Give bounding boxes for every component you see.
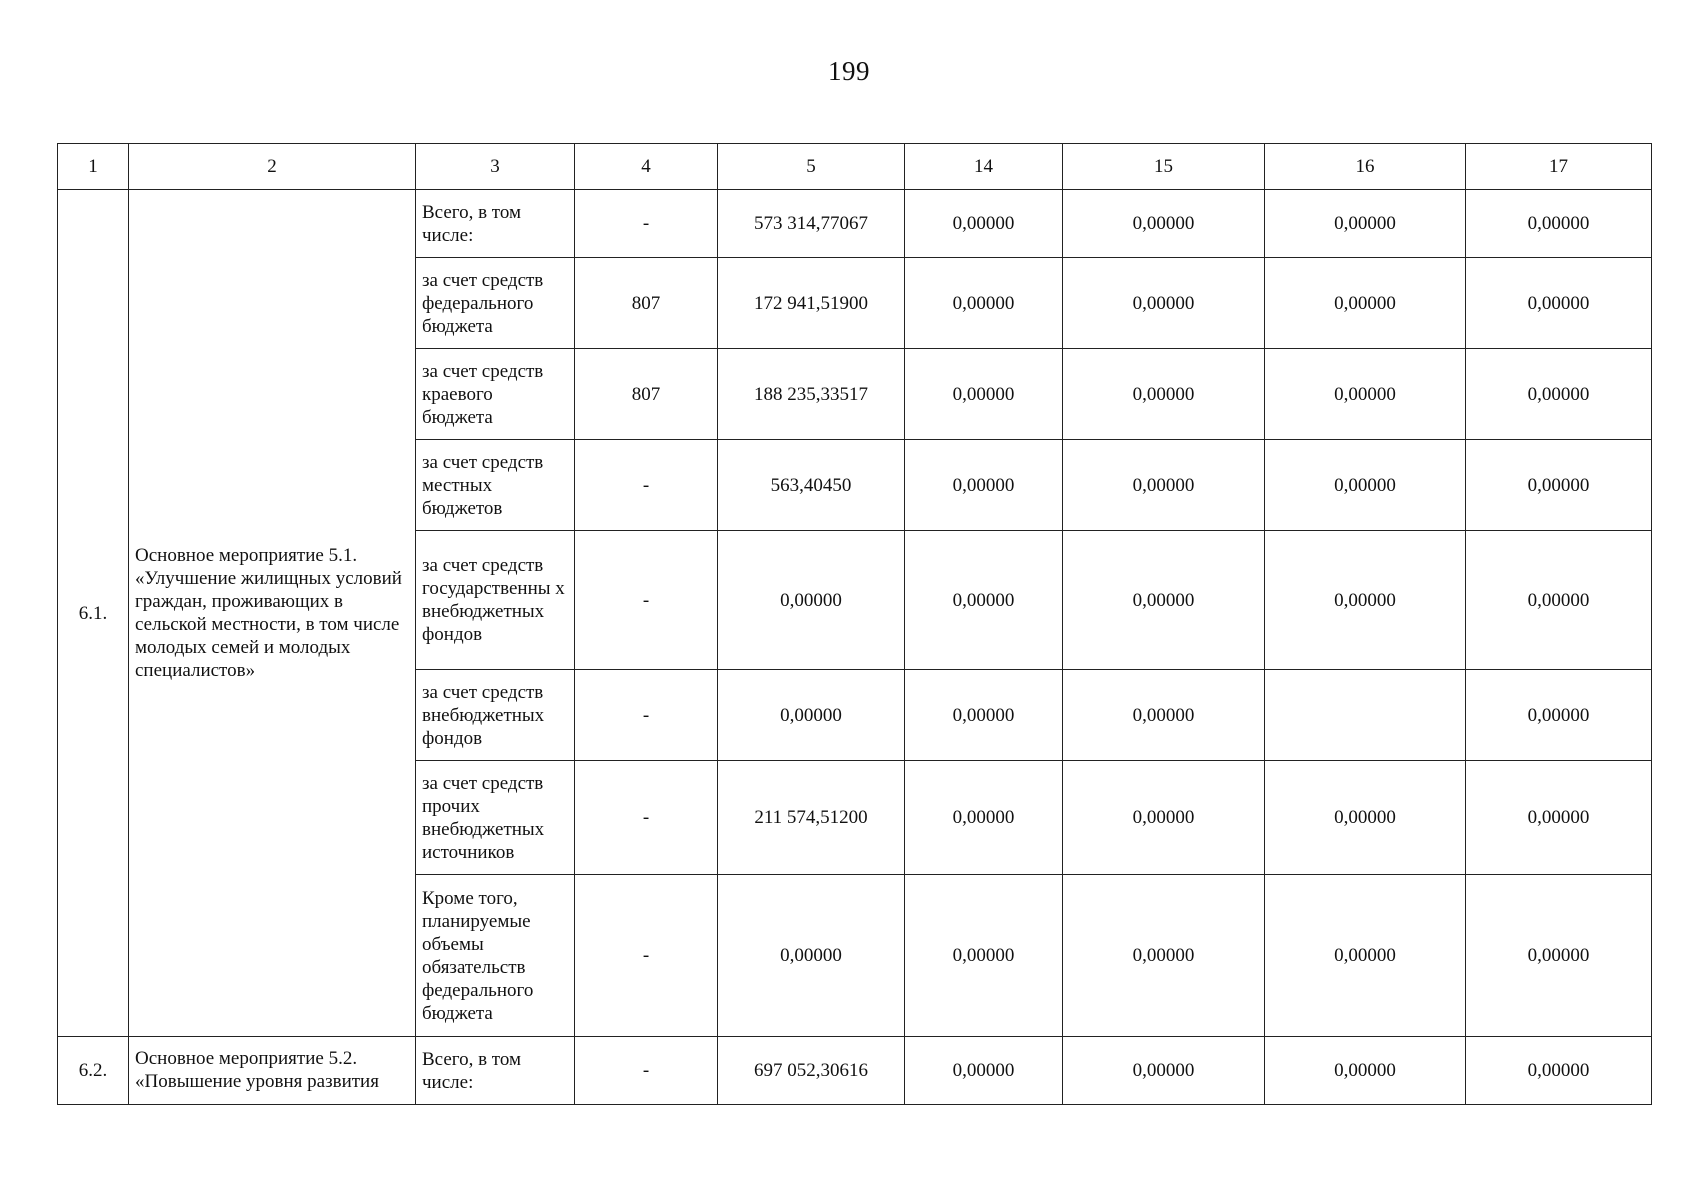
amount-col-15: 0,00000 xyxy=(1063,1037,1265,1105)
amount-col-14: 0,00000 xyxy=(905,875,1063,1037)
header-col-2: 2 xyxy=(129,144,416,190)
funding-source: Кроме того, планируемые объемы обязательств федерального бюджета xyxy=(416,875,575,1037)
amount-col-16: 0,00000 xyxy=(1265,440,1466,531)
amount-col-16: 0,00000 xyxy=(1265,190,1466,258)
budget-code: 807 xyxy=(575,258,718,349)
header-col-4: 4 xyxy=(575,144,718,190)
amount-col-14: 0,00000 xyxy=(905,531,1063,670)
amount-col-15: 0,00000 xyxy=(1063,190,1265,258)
amount-col-5: 0,00000 xyxy=(718,531,905,670)
amount-col-16: 0,00000 xyxy=(1265,1037,1466,1105)
header-col-1: 1 xyxy=(58,144,129,190)
funding-source: за счет средств федерального бюджета xyxy=(416,258,575,349)
amount-col-17: 0,00000 xyxy=(1466,440,1652,531)
row-index: 6.1. xyxy=(58,190,129,1037)
header-col-15: 15 xyxy=(1063,144,1265,190)
amount-col-5: 211 574,51200 xyxy=(718,761,905,875)
amount-col-14: 0,00000 xyxy=(905,670,1063,761)
header-col-16: 16 xyxy=(1265,144,1466,190)
amount-col-16: 0,00000 xyxy=(1265,761,1466,875)
amount-col-14: 0,00000 xyxy=(905,761,1063,875)
amount-col-14: 0,00000 xyxy=(905,440,1063,531)
amount-col-5: 697 052,30616 xyxy=(718,1037,905,1105)
amount-col-16: 0,00000 xyxy=(1265,258,1466,349)
amount-col-15: 0,00000 xyxy=(1063,670,1265,761)
activity-name: Основное мероприятие 5.1. «Улучшение жилищных условий граждан, проживающих в сельской местности, в том числе молодых семей и молодых специалистов» xyxy=(129,190,416,1037)
amount-col-15: 0,00000 xyxy=(1063,258,1265,349)
activity-name: Основное мероприятие 5.2. «Повышение уровня развития xyxy=(129,1037,416,1105)
header-col-3: 3 xyxy=(416,144,575,190)
amount-col-15: 0,00000 xyxy=(1063,531,1265,670)
amount-col-14: 0,00000 xyxy=(905,1037,1063,1105)
amount-col-16 xyxy=(1265,670,1466,761)
funding-source: за счет средств внебюджетных фондов xyxy=(416,670,575,761)
amount-col-15: 0,00000 xyxy=(1063,440,1265,531)
funding-source: за счет средств прочих внебюджетных источников xyxy=(416,761,575,875)
amount-col-5: 188 235,33517 xyxy=(718,349,905,440)
amount-col-16: 0,00000 xyxy=(1265,349,1466,440)
amount-col-5: 0,00000 xyxy=(718,875,905,1037)
funding-source: за счет средств краевого бюджета xyxy=(416,349,575,440)
budget-code: 807 xyxy=(575,349,718,440)
amount-col-17: 0,00000 xyxy=(1466,670,1652,761)
amount-col-5: 563,40450 xyxy=(718,440,905,531)
amount-col-16: 0,00000 xyxy=(1265,531,1466,670)
amount-col-5: 573 314,77067 xyxy=(718,190,905,258)
budget-code: - xyxy=(575,670,718,761)
budget-table xyxy=(57,143,1652,1105)
page-number: 199 xyxy=(828,56,870,86)
funding-source: за счет средств государственны х внебюджетных фондов xyxy=(416,531,575,670)
amount-col-14: 0,00000 xyxy=(905,349,1063,440)
funding-source: Всего, в том числе: xyxy=(416,1037,575,1105)
table-row xyxy=(58,190,1652,258)
funding-source: за счет средств местных бюджетов xyxy=(416,440,575,531)
amount-col-14: 0,00000 xyxy=(905,258,1063,349)
amount-col-15: 0,00000 xyxy=(1063,875,1265,1037)
amount-col-5: 172 941,51900 xyxy=(718,258,905,349)
header-col-14: 14 xyxy=(905,144,1063,190)
amount-col-17: 0,00000 xyxy=(1466,761,1652,875)
budget-code: - xyxy=(575,190,718,258)
budget-code: - xyxy=(575,761,718,875)
header-row xyxy=(58,144,1652,190)
row-index: 6.2. xyxy=(58,1037,129,1105)
amount-col-17: 0,00000 xyxy=(1466,875,1652,1037)
amount-col-15: 0,00000 xyxy=(1063,349,1265,440)
funding-source: Всего, в том числе: xyxy=(416,190,575,258)
amount-col-17: 0,00000 xyxy=(1466,190,1652,258)
budget-code: - xyxy=(575,875,718,1037)
amount-col-14: 0,00000 xyxy=(905,190,1063,258)
budget-code: - xyxy=(575,1037,718,1105)
amount-col-17: 0,00000 xyxy=(1466,258,1652,349)
budget-code: - xyxy=(575,531,718,670)
amount-col-17: 0,00000 xyxy=(1466,349,1652,440)
amount-col-17: 0,00000 xyxy=(1466,531,1652,670)
amount-col-15: 0,00000 xyxy=(1063,761,1265,875)
amount-col-5: 0,00000 xyxy=(718,670,905,761)
budget-code: - xyxy=(575,440,718,531)
amount-col-16: 0,00000 xyxy=(1265,875,1466,1037)
header-col-5: 5 xyxy=(718,144,905,190)
header-col-17: 17 xyxy=(1466,144,1652,190)
amount-col-17: 0,00000 xyxy=(1466,1037,1652,1105)
table-row xyxy=(58,1037,1652,1105)
